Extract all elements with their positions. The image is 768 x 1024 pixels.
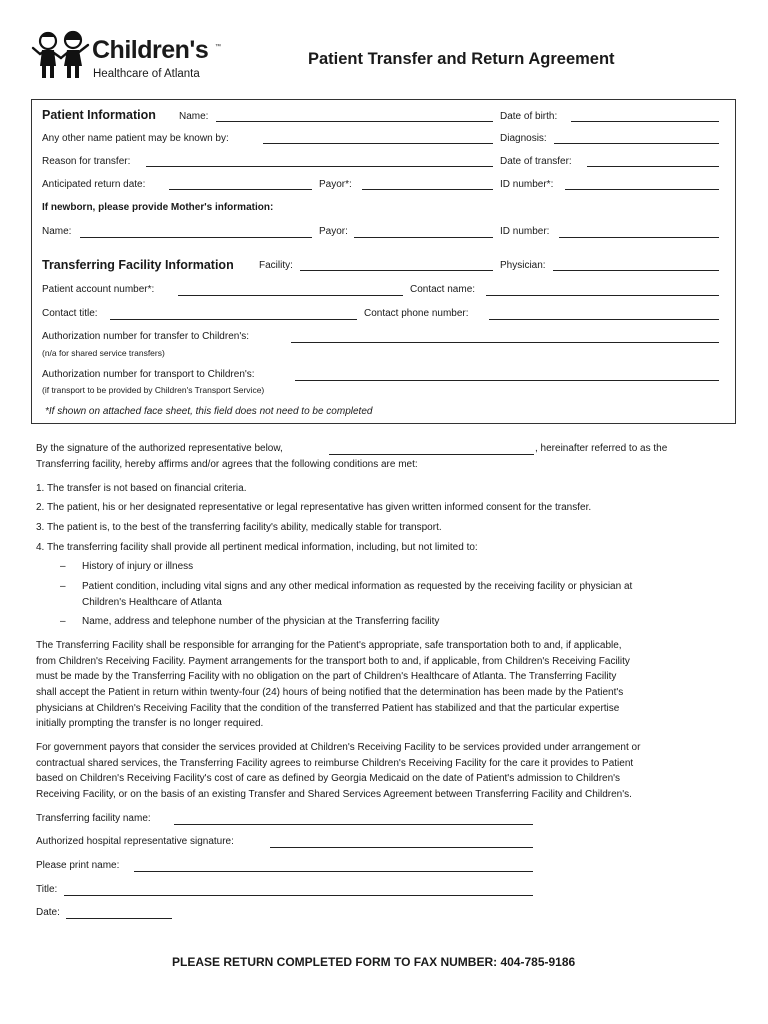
physician-label: Physician:	[500, 260, 546, 271]
date-transfer-field[interactable]	[587, 166, 719, 167]
mother-payor-field[interactable]	[354, 237, 493, 238]
auth-transfer-note: (n/a for shared service transfers)	[42, 348, 165, 358]
reason-field[interactable]	[146, 166, 493, 167]
dob-label: Date of birth:	[500, 111, 558, 122]
title-field[interactable]	[64, 895, 533, 896]
facility-label: Facility:	[259, 260, 293, 271]
mother-payor-label: Payor:	[319, 226, 348, 237]
facility-info-heading: Transferring Facility Information	[42, 258, 234, 272]
patient-info-heading: Patient Information	[42, 108, 156, 122]
auth-transport-field[interactable]	[295, 380, 719, 381]
paragraph-line: For government payors that consider the services provided at Children's Receiving Facility to be services provided under arrangement or	[36, 742, 641, 753]
dash-bullet: –	[60, 581, 66, 592]
intro-text-c: Transferring facility, hereby affirms and/or agrees that the following conditions are met:	[36, 459, 418, 470]
mother-name-label: Name:	[42, 226, 72, 237]
date-field[interactable]	[66, 918, 172, 919]
representative-field[interactable]	[329, 454, 534, 455]
condition-item: 4. The transferring facility shall provide all pertinent medical information, including, but not limited to:	[36, 542, 478, 553]
footnote: *If shown on attached face sheet, this field does not need to be completed	[45, 406, 373, 417]
facility-field[interactable]	[300, 270, 493, 271]
sub-item: History of injury or illness	[82, 561, 194, 572]
id-number-field[interactable]	[565, 189, 719, 190]
account-number-label: Patient account number*:	[42, 284, 155, 295]
paragraph-line: physicians at Children's Receiving Facility that the condition of the transferred Patient has stabilized and that the particular expertise	[36, 703, 620, 714]
id-number-label: ID number*:	[500, 179, 554, 190]
other-name-field[interactable]	[263, 143, 493, 144]
date-transfer-label: Date of transfer:	[500, 156, 572, 167]
dash-bullet: –	[60, 616, 66, 627]
dash-bullet: –	[60, 561, 66, 572]
name-label: Name:	[179, 111, 209, 122]
contact-phone-label: Contact phone number:	[364, 308, 469, 319]
paragraph-line: must be made by the Transferring Facility with no obligation on the part of Children's Healthcare of Atlanta. The Transferring Facility	[36, 671, 617, 682]
page-title: Patient Transfer and Return Agreement	[308, 50, 615, 68]
paragraph-line: Receiving Facility, or on the basis of an existing Transfer and Shared Services Agreement between Transferring Facility and Children's.	[36, 789, 632, 800]
contact-phone-field[interactable]	[489, 319, 719, 320]
account-number-field[interactable]	[178, 295, 403, 296]
logo-trademark: ™	[215, 44, 221, 50]
rep-signature-field[interactable]	[270, 847, 533, 848]
auth-transport-label: Authorization number for transport to Children's:	[42, 369, 255, 380]
condition-item: 2. The patient, his or her designated representative or legal representative has given written informed consent for the transfer.	[36, 502, 592, 513]
name-field[interactable]	[216, 121, 493, 122]
kids-logo-icon	[30, 28, 92, 82]
physician-field[interactable]	[553, 270, 719, 271]
auth-transfer-field[interactable]	[291, 342, 719, 343]
contact-title-label: Contact title:	[42, 308, 98, 319]
print-name-field[interactable]	[134, 871, 533, 872]
intro-text-a: By the signature of the authorized representative below,	[36, 443, 283, 454]
paragraph-line: shall accept the Patient in return within twenty-four (24) hours of being notified that the determination has been made by the Patient's	[36, 687, 624, 698]
other-name-label: Any other name patient may be known by:	[42, 133, 229, 144]
payor-field[interactable]	[362, 189, 493, 190]
reason-label: Reason for transfer:	[42, 156, 131, 167]
sub-item: Name, address and telephone number of the physician at the Transferring facility	[82, 616, 440, 627]
title-label: Title:	[36, 884, 58, 895]
diagnosis-field[interactable]	[554, 143, 719, 144]
auth-transfer-label: Authorization number for transfer to Children's:	[42, 331, 250, 342]
sub-item: Patient condition, including vital signs and any other medical information as requested by the receiving facility or physician at	[82, 581, 633, 592]
facility-name-label: Transferring facility name:	[36, 813, 151, 824]
paragraph-line: initially prompting the transfer is no longer required.	[36, 718, 264, 729]
newborn-heading: If newborn, please provide Mother's information:	[42, 202, 274, 213]
paragraph-line: based on Children's Receiving Facility's cost of care as defined by Georgia Medicaid on the date of Patient's admission to Children's	[36, 773, 621, 784]
print-name-label: Please print name:	[36, 860, 120, 871]
contact-name-label: Contact name:	[410, 284, 476, 295]
facility-name-field[interactable]	[174, 824, 533, 825]
paragraph-line: contractual shared services, the Transferring Facility agrees to reimburse Children's Receiving Facility for the care it provides to Patient	[36, 758, 634, 769]
fax-instruction: PLEASE RETURN COMPLETED FORM TO FAX NUMBER: 404-785-9186	[172, 955, 576, 969]
contact-title-field[interactable]	[110, 319, 357, 320]
diagnosis-label: Diagnosis:	[500, 133, 547, 144]
dob-field[interactable]	[571, 121, 719, 122]
rep-signature-label: Authorized hospital representative signature:	[36, 836, 234, 847]
mother-name-field[interactable]	[80, 237, 312, 238]
return-date-field[interactable]	[169, 189, 312, 190]
logo-subtitle: Healthcare of Atlanta	[93, 68, 200, 80]
condition-item: 3. The patient is, to the best of the transferring facility's ability, medically stable for transport.	[36, 522, 442, 533]
condition-item: 1. The transfer is not based on financial criteria.	[36, 483, 247, 494]
paragraph-line: from Children's Receiving Facility. Payment arrangements for the transport both to and, if applicable, from Children's Receiving Facility	[36, 656, 630, 667]
contact-name-field[interactable]	[486, 295, 719, 296]
return-date-label: Anticipated return date:	[42, 179, 146, 190]
paragraph-line: The Transferring Facility shall be responsible for arranging for the Patient's appropriate, safe transportation both to and, if applicable,	[36, 640, 622, 651]
logo-wordmark: Children's	[92, 36, 209, 64]
mother-id-label: ID number:	[500, 226, 550, 237]
intro-text-b: , hereinafter referred to as the	[535, 443, 668, 454]
mother-id-field[interactable]	[559, 237, 719, 238]
sub-item: Children's Healthcare of Atlanta	[82, 597, 222, 608]
auth-transport-note: (if transport to be provided by Children's Transport Service)	[42, 385, 265, 395]
date-label: Date:	[36, 907, 60, 918]
payor-label: Payor*:	[319, 179, 352, 190]
